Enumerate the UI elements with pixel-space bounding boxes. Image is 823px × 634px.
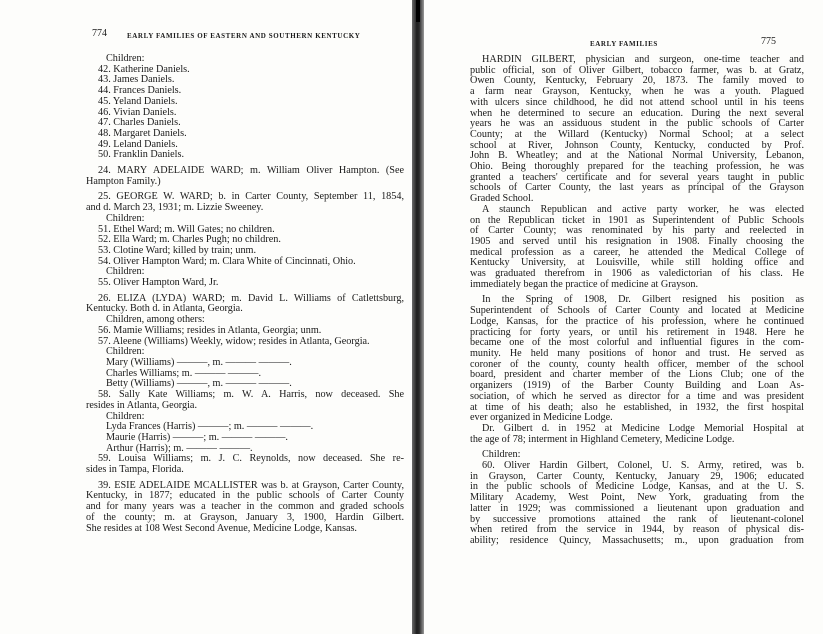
text-line: of Carter County; was renominated by his party and reelected in [470,225,804,237]
text-line: board, president and charter member of the Lions Club; one of the [470,369,804,381]
text-line: Arthur (Harris); m. ——— ———. [106,442,253,454]
text-line: Kentucky University, at Louisville, while still holding office and [470,257,804,269]
text-line: 48. Margaret Daniels. [98,127,187,139]
text-line: 45. Yeland Daniels. [98,95,178,107]
text-line: practicing for forty years, or until his retirement in 1948. Here he [470,326,804,338]
text-line: with ulcers since childhood, he did not attend school until in his teens [470,96,804,108]
text-line: Dr. Gilbert d. in 1952 at Medicine Lodge Memorial Hospital at [482,422,804,434]
text-line: medical profession as a career, he attended the Medical College of [470,246,804,258]
text-line: Lyda Frances (Harris) ———; m. ——— ———. [106,421,314,433]
text-line: 46. Vivian Daniels. [98,106,177,118]
text-line: HARDIN GILBERT, physician and surgeon, one-time teacher and [482,54,804,65]
text-line: ever organized in Medicine Lodge. [470,412,613,424]
text-line: 42. Katherine Daniels. [98,63,190,75]
text-line: Children: [482,449,521,461]
text-line: Children: [106,346,145,358]
text-line: Children: [106,266,145,278]
page-number-left: 774 [92,28,107,39]
text-line: 57. Aleene (Williams) Weekly, widow; resides in Atlanta, Georgia. [98,335,370,347]
text-line: Children: [106,410,145,422]
text-line: years he was an assiduous student in the public schools of Carter [470,118,804,130]
text-line: 43. James Daniels. [98,74,175,86]
text-line: John B. Wheatley; and at the National Normal University, Lebanon, [470,150,804,162]
text-line: and d. March 23, 1931; m. Lizzie Sweeney. [86,202,264,214]
text-line: granted a teachers' certificate and for several years taught in public [470,171,804,183]
text-line: 54. Oliver Hampton Ward; m. Clara White of Cincinnati, Ohio. [98,255,356,267]
text-line: became one of the most colorful and influential figures in the com- [470,337,804,349]
text-line: immediately began the practice of medicine at Grayson. [470,278,698,290]
text-line: Kentucky. Both d. in Atlanta, Georgia. [86,303,243,315]
text-line: 1905 and served until his resignation in 1908. Finally choosing the [470,235,804,247]
text-line: resides in Atlanta, Georgia. [86,399,197,411]
text-line: Maurie (Harris) ———; m. ——— ———. [106,431,288,443]
text-line: and for many years was a teacher in the common and graded schools [86,501,404,513]
gutter-mark [416,0,420,22]
text-line: when he determined to secure an education. During the next several [470,107,804,119]
text-line: of the county; m. at Grayson, January 3, 1900, Hardin Gilbert. [86,511,404,523]
text-line: coroner of the county, county health officer, member of the school [470,358,804,370]
text-line: sociation, of which he served as director for a time and was president [470,390,804,402]
text-line: at time of his death; also he established, in 1932, the first hospital [470,401,804,413]
text-line: Military Academy, West Point, New York, graduating from the [470,492,804,504]
text-line: County; at the Willard (Kentucky) Normal School; at a select [470,128,804,140]
text-line: In the Spring of 1908, Dr. Gilbert resigned his position as [482,294,804,306]
right-page [424,0,823,634]
text-line: when retired from the service in 1944, by reason of physical dis- [470,524,804,536]
text-line: Children, among others: [106,314,205,326]
text-line: Ohio. Being thoroughly prepared for the teaching profession, he was [470,161,804,173]
text-line: 60. Oliver Hardin Gilbert, Colonel, U. S. Army, retired, was b. [482,460,804,472]
text-line: Lodge, Kansas, for the practice of his profession, where he continued [470,315,804,327]
text-line: 50. Franklin Daniels. [98,149,185,161]
text-line: 44. Frances Daniels. [98,85,182,97]
text-line: in Grayson, Carter County, Kentucky, January 29, 1906; educated [470,470,804,482]
text-line: A staunch Republican and active party worker, he was elected [482,203,804,215]
text-line: Betty (Williams) ———, m. ——— ———. [106,378,292,390]
text-line: 51. Ethel Ward; m. Will Gates; no children. [98,223,275,235]
text-line: sides in Tampa, Florida. [86,464,184,476]
text-line: 53. Clotine Ward; killed by train; unm. [98,244,257,256]
text-line: latter in 1929; was commissioned a lieutenant upon graduation and [470,502,804,514]
text-line: 49. Leland Daniels. [98,138,178,150]
text-line: 59. Louisa Williams; m. J. C. Reynolds, now deceased. She re- [98,453,404,465]
running-header-right: EARLY FAMILIES [590,40,658,48]
text-line: in the public schools of Medicine Lodge, Kansas, and at the U. S. [470,481,804,493]
running-header-left: EARLY FAMILIES OF EASTERN AND SOUTHERN KENTUCKY [127,32,361,40]
text-line: public official, son of Oliver Gilbert, tobacco farmer, was b. at Gratz, [470,64,804,76]
text-line: 24. MARY ADELAIDE WARD; m. William Oliver Hampton. (See [98,165,404,177]
text-line: 26. ELIZA (LYDA) WARD; m. David L. Williams of Catlettsburg, [98,292,404,304]
text-line: 39. ESIE ADELAIDE MCALLISTER was b. at Grayson, Carter County, [98,479,404,491]
text-line: Superintendent of Schools of Carter County and located at Medicine [470,305,804,317]
right-page-text [470,55,804,547]
text-line: 55. Oliver Hampton Ward, Jr. [98,277,219,289]
page-number-right: 775 [761,36,776,47]
text-line: schools of Carter County, the last years as principal of the Grayson [470,182,804,194]
text-line: 52. Ella Ward; m. Charles Pugh; no children. [98,234,281,246]
text-line: Graded School. [470,193,534,205]
text-line: Kentucky, in 1877; educated in the public schools of Carter County [86,490,404,502]
text-line: Owen County, Kentucky, February 20, 1873. The family moved to [470,75,804,87]
book-gutter [412,0,424,634]
text-line: Children: [106,212,145,224]
text-line: ability; residence Quincy, Massachusetts; m., upon graduation from [470,534,804,546]
text-line: a farm near Grayson, Kentucky, when he was a youth. Plagued [470,86,804,98]
text-line: Charles Williams; m. ——— ———. [106,367,262,379]
text-line: Hampton Family.) [86,175,161,187]
text-line: school at River, Johnson County, Kentucky, conducted by Prof. [470,139,804,151]
text-line: was graduated therefrom in 1906 as valedictorian of his class. He [470,268,804,280]
text-line: by successive promotions attained the rank of lieutenant-colonel [470,513,804,525]
text-line: She resides at 108 West Second Avenue, Medicine Lodge, Kansas. [86,522,357,534]
text-line: Children: [106,53,145,64]
text-line: 58. Sally Kate Williams; m. W. A. Harris, now deceased. She [98,389,404,401]
text-line: Mary (Williams) ———, m. ——— ———. [106,356,292,368]
text-line: the age of 78; interment in Highland Cemetery, Medicine Lodge. [470,433,735,445]
text-line: 25. GEORGE W. WARD; b. in Carter County, September 11, 1854, [98,191,404,203]
left-page-text [86,54,404,534]
text-line: organizers (1919) of the Barber County Building and Loan As- [470,380,804,392]
text-line: 56. Mamie Williams; resides in Atlanta, Georgia; unm. [98,324,322,336]
text-line: munity. He held many positions of honor and trust. He served as [470,347,804,359]
text-line: 47. Charles Daniels. [98,117,181,129]
text-line: on the Republican ticket in 1901 as Superintendent of Public Schools [470,214,804,226]
